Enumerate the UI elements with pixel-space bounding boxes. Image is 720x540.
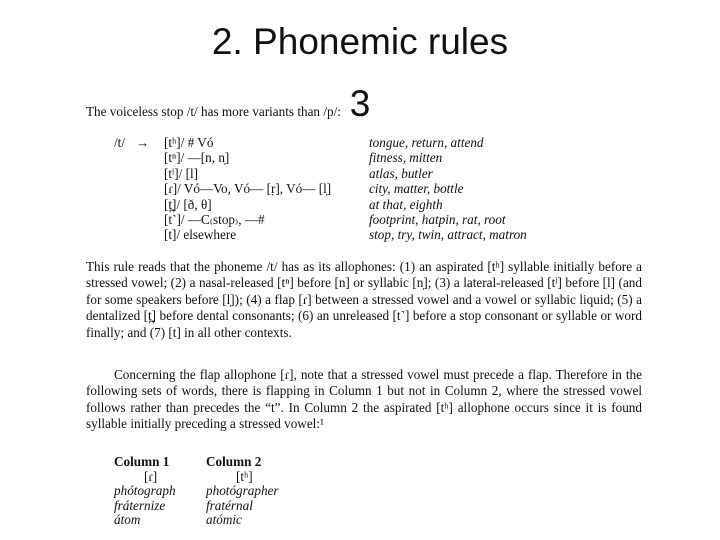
column-2 (206, 454, 306, 527)
rule-environment: [t˺]/ —C₍stop₎, —# (164, 211, 265, 227)
rule-arrow: → (136, 135, 150, 150)
paragraph-text: Concerning the flap allophone [ɾ], note that a stressed vowel must precede a flap. Therefore in the following sets of words, there is flapping in Column 1 but not in Column 2, where the stressed vowel follows rather than precedes the “t”. In Column 2 the aspirated [tʰ] allophone occurs since it is found syllable initially preceding a stressed vowel:¹ (86, 367, 642, 432)
rule-examples: stop, try, twin, attract, matron (369, 227, 527, 243)
column-symbol: [ɾ] (144, 468, 158, 484)
paragraph-text: This rule reads that the phoneme /t/ has as its allophones: (1) an aspirated [tʰ] syllable initially before a stressed vowel; (2) a nasal-released [tⁿ] before [n] or syllabic [n̩]; (3) a lateral-released [tˡ] before [l] (and for some speakers before [l̩]); (4) a flap [ɾ] between a stressed vowel and a vowel or syllabic liquid; (5) a dentalized [t̪] before dental consonants; (6) an unreleased [t˺] before a stop consonant or syllable or word finally; and (7) [t] in all other contexts. (86, 259, 642, 340)
rule-examples: city, matter, bottle (369, 181, 464, 197)
slide-title: 2. Phonemic rules (211, 21, 509, 62)
paragraph-flap (86, 367, 642, 433)
column-word: fráternize (114, 497, 166, 513)
rule-examples: tongue, return, attend (369, 135, 484, 150)
column-symbol: [tʰ] (236, 468, 253, 484)
column-1 (114, 454, 214, 527)
rule-environment: [t]/ elsewhere (164, 227, 237, 243)
column-heading: Column 1 (114, 454, 170, 469)
slide-number: 3 (349, 83, 371, 124)
rule-environment: [tⁿ]/ —[n, n̩] (164, 150, 230, 166)
intro-sentence: The voiceless stop /t/ has more variants than /p/: (86, 104, 341, 119)
rule-examples: atlas, butler (369, 165, 433, 181)
column-word: atómic (206, 512, 242, 528)
rule-environment: [t̪]/ [ð, θ] (164, 196, 212, 212)
rule-row (114, 150, 642, 165)
rule-examples: footprint, hatpin, rat, root (369, 211, 506, 227)
rule-row (114, 227, 642, 242)
rule-examples: at that, eighth (369, 196, 443, 212)
rule-examples: fitness, mitten (369, 150, 443, 166)
rule-environment: [tʰ]/ # Vó (164, 135, 214, 150)
rule-row (114, 181, 642, 196)
rule-row (114, 135, 642, 150)
paragraph-rule-reading (86, 259, 642, 341)
rule-environment: [ɾ]/ Vó—Vo, Vó— [ṛ], Vó— [l̩] (164, 181, 332, 197)
column-word: photógrapher (206, 483, 279, 499)
column-word: átom (114, 512, 141, 528)
rule-table (114, 135, 642, 243)
column-word: phótograph (114, 483, 176, 499)
column-word: fratérnal (206, 497, 253, 513)
rule-environment: [tˡ]/ [l] (164, 165, 199, 181)
rule-row (114, 166, 642, 181)
column-heading: Column 2 (206, 454, 262, 469)
rule-phoneme: /t/ (114, 135, 125, 150)
rule-row (114, 212, 642, 227)
rule-row (114, 197, 642, 212)
